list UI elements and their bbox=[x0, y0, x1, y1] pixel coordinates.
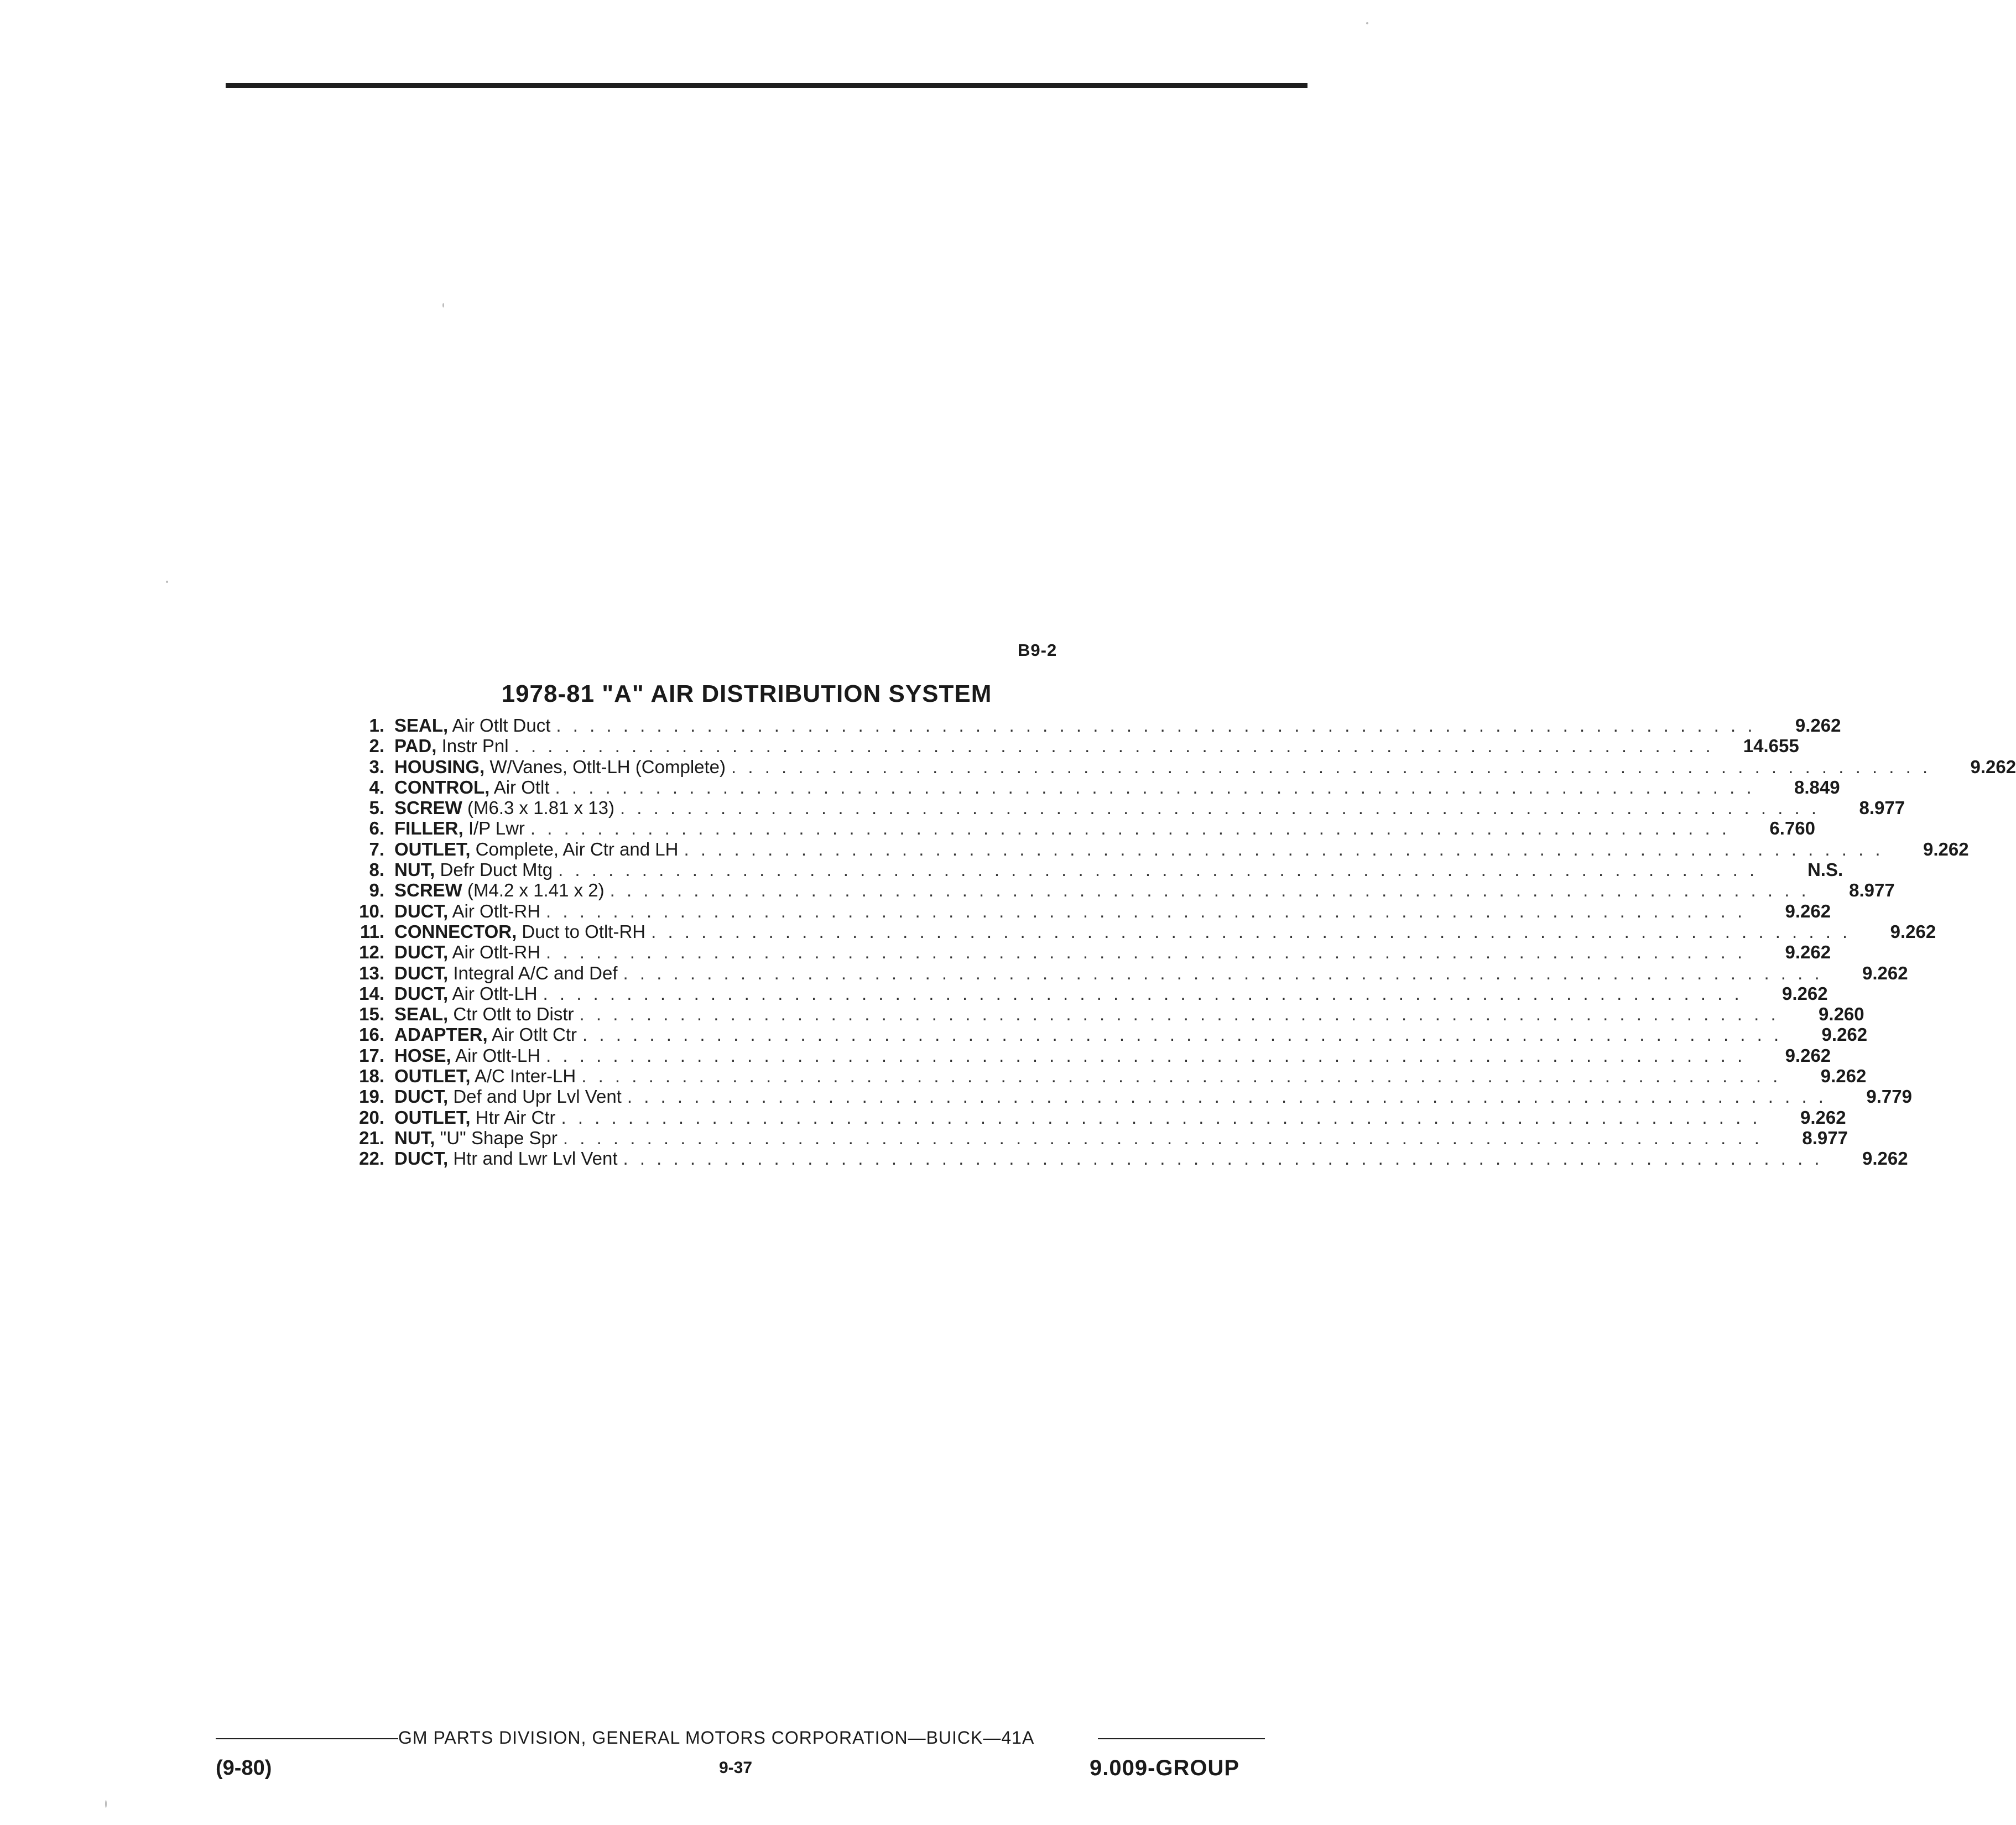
group-number: 9.262 bbox=[1785, 900, 1831, 921]
parts-row bbox=[337, 1024, 1868, 1045]
item-number: 12. bbox=[359, 942, 384, 963]
item-description bbox=[394, 1086, 622, 1107]
group-number: 9.260 bbox=[1819, 1004, 1864, 1025]
footer-date: (9-80) bbox=[216, 1756, 272, 1780]
item-description bbox=[394, 921, 645, 942]
group-number: 9.262 bbox=[1820, 1066, 1867, 1087]
parts-row bbox=[337, 1107, 1846, 1128]
item-detail: Htr Air Ctr bbox=[475, 1107, 556, 1128]
item-description bbox=[394, 757, 726, 777]
group-number: 9.262 bbox=[1782, 983, 1828, 1004]
group-number: 9.262 bbox=[1821, 1024, 1868, 1045]
item-name: DUCT, bbox=[394, 900, 449, 921]
parts-row bbox=[337, 756, 2016, 777]
figure-reference: B9-2 bbox=[1018, 640, 1058, 660]
item-name: DUCT, bbox=[394, 962, 449, 983]
dot-leader: . . . . . . . . . . . . . . . . . . . . . . . . . . . . . . . . . . . . . . . . . . . . . . . . . . . . . . . . . . . . . . . . . . . . . . . . bbox=[610, 880, 1810, 901]
dot-leader: . . . . . . . . . . . . . . . . . . . . . . . . . . . . . . . . . . . . . . . . . . . . . . . . . . . . . . . . . . . . . . . . . . . . . . . . bbox=[581, 1066, 1781, 1087]
item-number: 11. bbox=[360, 921, 384, 942]
parts-row bbox=[337, 942, 1831, 963]
scan-speck bbox=[1366, 22, 1368, 24]
group-number: 9.262 bbox=[1862, 1148, 1908, 1169]
item-name: CONNECTOR, bbox=[394, 921, 517, 942]
group-number: 9.262 bbox=[1785, 942, 1831, 963]
item-detail: Defr Duct Mtg bbox=[440, 859, 553, 880]
item-detail: Air Otlt Duct bbox=[452, 715, 551, 736]
item-detail: Complete, Air Ctr and LH bbox=[475, 838, 679, 859]
group-number: 9.262 bbox=[1970, 756, 2016, 777]
item-name: CONTROL, bbox=[394, 776, 490, 797]
item-number: 13. bbox=[359, 962, 384, 983]
parts-row bbox=[337, 776, 1840, 797]
dot-leader: . . . . . . . . . . . . . . . . . . . . . . . . . . . . . . . . . . . . . . . . . . . . . . . . . . . . . . . . . . . . . . . . . . . . . . . . bbox=[546, 942, 1746, 963]
item-number: 14. bbox=[359, 983, 384, 1004]
scan-speck bbox=[442, 303, 444, 307]
parts-row bbox=[337, 1086, 1912, 1107]
item-detail: Air Otlt-LH bbox=[452, 983, 538, 1004]
item-number: 21. bbox=[359, 1127, 384, 1148]
item-number: 2. bbox=[369, 736, 384, 757]
footer-corporation: GM PARTS DIVISION, GENERAL MOTORS CORPORATION—BUICK—41A bbox=[398, 1728, 1035, 1748]
item-description bbox=[394, 1066, 576, 1086]
dot-leader: . . . . . . . . . . . . . . . . . . . . . . . . . . . . . . . . . . . . . . . . . . . . . . . . . . . . . . . . . . . . . . . . . . . . . . . . bbox=[514, 736, 1714, 757]
parts-row bbox=[337, 983, 1828, 1004]
item-number: 19. bbox=[359, 1086, 384, 1107]
item-number: 6. bbox=[369, 818, 384, 839]
item-number: 15. bbox=[359, 1004, 384, 1025]
parts-row bbox=[337, 715, 1841, 736]
dot-leader: . . . . . . . . . . . . . . . . . . . . . . . . . . . . . . . . . . . . . . . . . . . . . . . . . . . . . . . . . . . . . . . . . . . . . . . . bbox=[543, 983, 1743, 1004]
item-detail: Air Otlt-RH bbox=[452, 942, 541, 963]
dot-leader: . . . . . . . . . . . . . . . . . . . . . . . . . . . . . . . . . . . . . . . . . . . . . . . . . . . . . . . . . . . . . . . . . . . . . . . . bbox=[562, 1127, 1763, 1148]
item-number: 17. bbox=[359, 1045, 384, 1066]
item-detail: Ctr Otlt to Distr bbox=[453, 1004, 574, 1025]
item-name: SCREW bbox=[394, 797, 462, 818]
item-number: 16. bbox=[359, 1024, 384, 1045]
parts-row bbox=[337, 900, 1831, 921]
item-name: PAD, bbox=[394, 736, 437, 757]
item-name: FILLER, bbox=[394, 818, 463, 839]
dot-leader: . . . . . . . . . . . . . . . . . . . . . . . . . . . . . . . . . . . . . . . . . . . . . . . . . . . . . . . . . . . . . . . . . . . . . . . . bbox=[556, 715, 1756, 736]
item-detail: I/P Lwr bbox=[468, 818, 525, 839]
dot-leader: . . . . . . . . . . . . . . . . . . . . . . . . . . . . . . . . . . . . . . . . . . . . . . . . . . . . . . . . . . . . . . . . . . . . . . . . bbox=[561, 1107, 1761, 1128]
item-number: 20. bbox=[359, 1107, 384, 1128]
item-detail: Htr and Lwr Lvl Vent bbox=[453, 1148, 618, 1169]
item-description bbox=[394, 1024, 577, 1045]
group-number: 9.262 bbox=[1785, 1045, 1831, 1066]
item-name: DUCT, bbox=[394, 942, 449, 963]
item-detail: (M4.2 x 1.41 x 2) bbox=[467, 880, 605, 901]
dot-leader: . . . . . . . . . . . . . . . . . . . . . . . . . . . . . . . . . . . . . . . . . . . . . . . . . . . . . . . . . . . . . . . . . . . . . . . . bbox=[651, 921, 1851, 942]
footer-group: 9.009-GROUP bbox=[1090, 1756, 1240, 1780]
item-description bbox=[394, 818, 525, 838]
group-number: 14.655 bbox=[1743, 736, 1799, 757]
parts-row bbox=[337, 1148, 1908, 1169]
item-name: SEAL, bbox=[394, 715, 449, 736]
item-description bbox=[394, 901, 540, 921]
scan-speck bbox=[166, 581, 168, 583]
group-number: 9.262 bbox=[1890, 921, 1936, 942]
group-number: 9.262 bbox=[1795, 715, 1841, 736]
item-name: OUTLET, bbox=[394, 1066, 471, 1087]
dot-leader: . . . . . . . . . . . . . . . . . . . . . . . . . . . . . . . . . . . . . . . . . . . . . . . . . . . . . . . . . . . . . . . . . . . . . . . . bbox=[627, 1086, 1827, 1107]
item-detail: Def and Upr Lvl Vent bbox=[453, 1086, 622, 1107]
item-name: ADAPTER, bbox=[394, 1024, 488, 1045]
item-detail: A/C Inter-LH bbox=[474, 1066, 576, 1087]
item-detail: Instr Pnl bbox=[441, 736, 509, 757]
item-name: OUTLET, bbox=[394, 838, 471, 859]
item-number: 8. bbox=[369, 859, 384, 880]
item-number: 5. bbox=[369, 797, 384, 818]
group-number: 8.849 bbox=[1794, 776, 1840, 797]
dot-leader: . . . . . . . . . . . . . . . . . . . . . . . . . . . . . . . . . . . . . . . . . . . . . . . . . . . . . . . . . . . . . . . . . . . . . . . . bbox=[623, 1148, 1823, 1169]
item-number: 9. bbox=[369, 880, 384, 901]
item-name: NUT, bbox=[394, 859, 435, 880]
item-description bbox=[394, 1128, 558, 1148]
parts-row bbox=[337, 1045, 1831, 1066]
item-number: 22. bbox=[359, 1148, 384, 1169]
item-detail: Integral A/C and Def bbox=[453, 962, 618, 983]
dot-leader: . . . . . . . . . . . . . . . . . . . . . . . . . . . . . . . . . . . . . . . . . . . . . . . . . . . . . . . . . . . . . . . . . . . . . . . . bbox=[582, 1024, 1783, 1045]
group-number: 8.977 bbox=[1802, 1127, 1848, 1148]
parts-row bbox=[337, 838, 1969, 859]
group-number: 8.977 bbox=[1859, 797, 1905, 818]
parts-row bbox=[337, 1066, 1867, 1087]
parts-row bbox=[337, 1127, 1848, 1148]
item-name: HOUSING, bbox=[394, 756, 485, 777]
item-detail: Air Otlt-RH bbox=[452, 900, 541, 921]
parts-row bbox=[337, 921, 1936, 942]
item-detail: Air Otlt-LH bbox=[455, 1045, 541, 1066]
section-title: 1978-81 "A" AIR DISTRIBUTION SYSTEM bbox=[501, 680, 992, 707]
parts-row bbox=[337, 736, 1799, 757]
page-number: 9-37 bbox=[719, 1759, 753, 1777]
group-number: 9.262 bbox=[1923, 838, 1969, 859]
item-detail: Air Otlt Ctr bbox=[492, 1024, 577, 1045]
parts-row bbox=[337, 818, 1816, 839]
item-name: OUTLET, bbox=[394, 1107, 471, 1128]
item-description bbox=[394, 1004, 574, 1024]
item-description bbox=[394, 736, 509, 756]
group-number: 6.760 bbox=[1769, 818, 1816, 839]
top-rule bbox=[226, 83, 1307, 88]
item-description bbox=[394, 983, 538, 1004]
item-description bbox=[394, 1148, 618, 1169]
item-number: 3. bbox=[369, 756, 384, 777]
item-number: 18. bbox=[359, 1066, 384, 1087]
item-number: 10. bbox=[359, 900, 384, 921]
dot-leader: . . . . . . . . . . . . . . . . . . . . . . . . . . . . . . . . . . . . . . . . . . . . . . . . . . . . . . . . . . . . . . . . . . . . . . . . bbox=[731, 756, 1931, 777]
group-number: 8.977 bbox=[1849, 880, 1895, 901]
item-description bbox=[394, 880, 605, 900]
item-description bbox=[394, 942, 540, 962]
scan-speck bbox=[105, 1800, 107, 1808]
dot-leader: . . . . . . . . . . . . . . . . . . . . . . . . . . . . . . . . . . . . . . . . . . . . . . . . . . . . . . . . . . . . . . . . . . . . . . . . bbox=[546, 1045, 1746, 1066]
item-description bbox=[394, 859, 553, 880]
group-number: N.S. bbox=[1807, 859, 1843, 880]
parts-row bbox=[337, 797, 1905, 818]
item-detail: W/Vanes, Otlt-LH (Complete) bbox=[489, 756, 726, 777]
footer-rule-right bbox=[1098, 1738, 1265, 1739]
item-description bbox=[394, 797, 614, 818]
item-description bbox=[394, 1107, 556, 1128]
dot-leader: . . . . . . . . . . . . . . . . . . . . . . . . . . . . . . . . . . . . . . . . . . . . . . . . . . . . . . . . . . . . . . . . . . . . . . . . bbox=[555, 776, 1755, 797]
item-detail: "U" Shape Spr bbox=[440, 1127, 558, 1148]
item-name: DUCT, bbox=[394, 983, 449, 1004]
parts-row bbox=[337, 962, 1908, 983]
item-detail: (M6.3 x 1.81 x 13) bbox=[467, 797, 614, 818]
dot-leader: . . . . . . . . . . . . . . . . . . . . . . . . . . . . . . . . . . . . . . . . . . . . . . . . . . . . . . . . . . . . . . . . . . . . . . . . bbox=[684, 838, 1884, 859]
item-name: DUCT, bbox=[394, 1148, 449, 1169]
dot-leader: . . . . . . . . . . . . . . . . . . . . . . . . . . . . . . . . . . . . . . . . . . . . . . . . . . . . . . . . . . . . . . . . . . . . . . . . bbox=[619, 797, 1820, 818]
group-number: 9.262 bbox=[1800, 1107, 1846, 1128]
item-name: SEAL, bbox=[394, 1004, 449, 1025]
item-name: DUCT, bbox=[394, 1086, 449, 1107]
parts-row bbox=[337, 859, 1843, 880]
item-name: SCREW bbox=[394, 880, 462, 901]
parts-list bbox=[337, 715, 2016, 1169]
group-number: 9.262 bbox=[1862, 962, 1908, 983]
dot-leader: . . . . . . . . . . . . . . . . . . . . . . . . . . . . . . . . . . . . . . . . . . . . . . . . . . . . . . . . . . . . . . . . . . . . . . . . bbox=[558, 859, 1758, 880]
item-description bbox=[394, 777, 550, 797]
item-description bbox=[394, 839, 679, 859]
item-name: HOSE, bbox=[394, 1045, 451, 1066]
dot-leader: . . . . . . . . . . . . . . . . . . . . . . . . . . . . . . . . . . . . . . . . . . . . . . . . . . . . . . . . . . . . . . . . . . . . . . . . bbox=[579, 1004, 1779, 1025]
dot-leader: . . . . . . . . . . . . . . . . . . . . . . . . . . . . . . . . . . . . . . . . . . . . . . . . . . . . . . . . . . . . . . . . . . . . . . . . bbox=[546, 900, 1746, 921]
item-number: 7. bbox=[369, 838, 384, 859]
parts-row bbox=[337, 880, 1895, 901]
item-number: 4. bbox=[369, 776, 384, 797]
item-name: NUT, bbox=[394, 1127, 435, 1148]
dot-leader: . . . . . . . . . . . . . . . . . . . . . . . . . . . . . . . . . . . . . . . . . . . . . . . . . . . . . . . . . . . . . . . . . . . . . . . . bbox=[530, 818, 1731, 839]
item-detail: Air Otlt bbox=[493, 776, 550, 797]
parts-row bbox=[337, 1004, 1864, 1025]
item-description bbox=[394, 963, 618, 983]
item-detail: Duct to Otlt-RH bbox=[522, 921, 646, 942]
dot-leader: . . . . . . . . . . . . . . . . . . . . . . . . . . . . . . . . . . . . . . . . . . . . . . . . . . . . . . . . . . . . . . . . . . . . . . . . bbox=[623, 962, 1823, 983]
group-number: 9.779 bbox=[1866, 1086, 1912, 1107]
item-number: 1. bbox=[369, 715, 384, 736]
item-description bbox=[394, 715, 550, 736]
item-description bbox=[394, 1045, 540, 1066]
footer-rule-left bbox=[216, 1738, 398, 1739]
